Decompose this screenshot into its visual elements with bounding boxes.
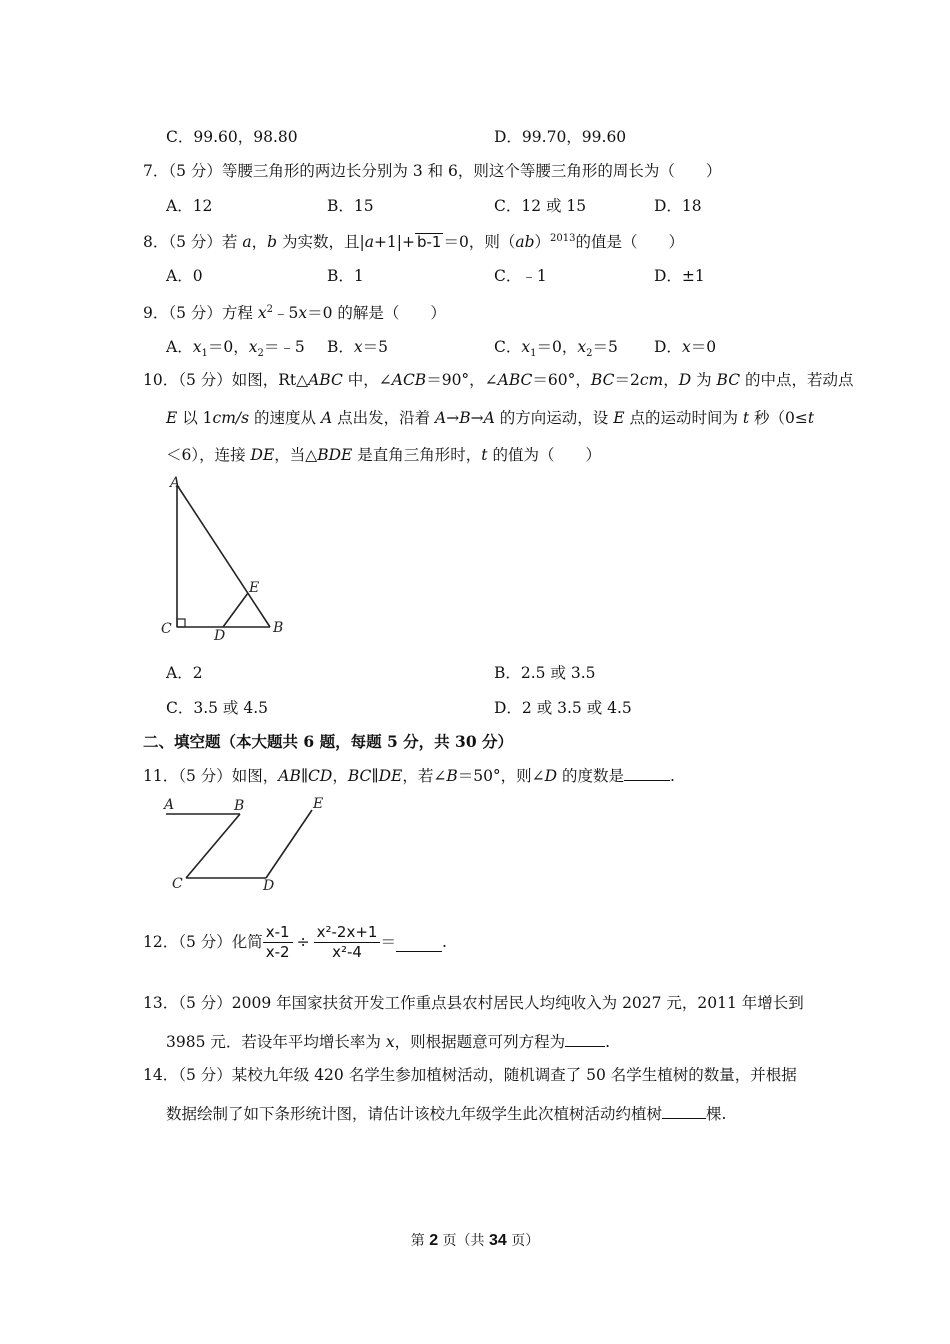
answer-blank	[565, 1029, 605, 1047]
answer-blank	[624, 780, 670, 781]
q10-stem-line3: ＜6），连接 DE，当△BDE 是直角三角形时，t 的值为（ ）	[166, 446, 601, 464]
q9-option-c: C．$x_1=0$，$x_2=5$	[494, 338, 618, 360]
q11-stem: 11．（5 分）如图，AB∥CD，BC∥DE，若∠B＝50°，则∠D 的度数是 .	[143, 767, 675, 785]
q8-stem: 8．（5 分）若 a，b 为实数，且|a+1|+ b-1 ＝0，则（ab）$^{2013}$的值是（ ）	[143, 233, 685, 252]
q8-option-c: C．﹣1	[494, 267, 547, 285]
sqrt-expression: b-1	[417, 233, 442, 252]
q6-option-c: C．99.60，98.80	[166, 128, 298, 146]
label-c: C	[161, 621, 172, 637]
answer-blank	[396, 933, 442, 952]
label-a: A	[164, 797, 175, 813]
q7-option-d: D．18	[654, 197, 702, 215]
fraction-2: $\frac{\text{x²-2x+1}}{\text{x²-4}}$	[314, 923, 381, 962]
label-e: E	[313, 796, 324, 812]
q13-stem-line2: 3985 元．若设年平均增长率为 x，则根据题意可列方程为 .	[166, 1029, 610, 1052]
q10-stem-line1: 10．（5 分）如图，Rt△ABC 中，∠ACB＝90°，∠ABC＝60°，BC＝2cm，D 为 BC 的中点，若动点	[143, 371, 854, 389]
q12-stem: 12．（5 分）化简 $\frac{x-1}{x-2}$ ÷ $\frac{\text{x²-2x+1}}{\text{x²-4}}$ ＝ .	[143, 922, 447, 961]
q10-option-b: B．2.5 或 3.5	[494, 664, 596, 682]
q7-stem: 7．（5 分）等腰三角形的两边长分别为 3 和 6，则这个等腰三角形的周长为（ ）	[143, 162, 722, 180]
label-a: A	[170, 475, 181, 491]
q13-stem-line1: 13．（5 分）2009 年国家扶贫开发工作重点县农村居民人均纯收入为 2027 元，2011 年增长到	[143, 994, 804, 1012]
q14-stem-line1: 14．（5 分）某校九年级 420 名学生参加植树活动，随机调查了 50 名学生植树的数量，并根据	[143, 1066, 797, 1084]
q10-option-d: D．2 或 3.5 或 4.5	[494, 699, 632, 717]
q9-option-d: D．x＝0	[654, 338, 717, 356]
q14-stem-line2: 数据绘制了如下条形统计图，请估计该校九年级学生此次植树活动约植树 棵.	[166, 1101, 726, 1124]
q9-option-b: B．x＝5	[327, 338, 389, 356]
label-d: D	[214, 628, 226, 644]
q10-triangle-figure	[158, 472, 298, 644]
q10-option-a: A．2	[166, 664, 203, 682]
q7-option-c: C．12 或 15	[494, 197, 587, 215]
q7-option-a: A．12	[166, 197, 213, 215]
q9-option-a: A．$x_1=0$，$x_2=﹣5$	[166, 338, 305, 360]
label-c: C	[172, 876, 183, 892]
answer-blank	[662, 1101, 706, 1119]
q10-stem-line2: E 以 1cm/s 的速度从 A 点出发，沿着 A→B→A 的方向运动，设 E 点的运动时间为 t 秒（0≤t	[166, 409, 815, 427]
right-angle-mark	[177, 619, 185, 627]
q10-option-c: C．3.5 或 4.5	[166, 699, 269, 717]
section-heading: 二、填空题（本大题共 6 题，每题 5 分，共 30 分）	[143, 732, 514, 751]
q6-option-d: D．99.70，99.60	[494, 128, 627, 146]
q8-option-a: A．0	[166, 267, 203, 285]
label-d: D	[263, 878, 275, 894]
label-b: B	[273, 620, 284, 636]
q8-option-b: B．1	[327, 267, 364, 285]
q8-option-d: D．±1	[654, 267, 705, 285]
label-e: E	[249, 580, 260, 596]
label-b: B	[234, 798, 245, 814]
fraction-1: $\frac{x-1}{x-2}$	[263, 923, 293, 962]
q11-parallel-figure	[160, 792, 340, 896]
q7-option-b: B．15	[327, 197, 374, 215]
q9-stem: 9．（5 分）方程 $x^2﹣5x=0$ 的解是（ ）	[143, 304, 446, 323]
page-footer: 第 2 页（共 34 页）	[410, 1232, 540, 1249]
